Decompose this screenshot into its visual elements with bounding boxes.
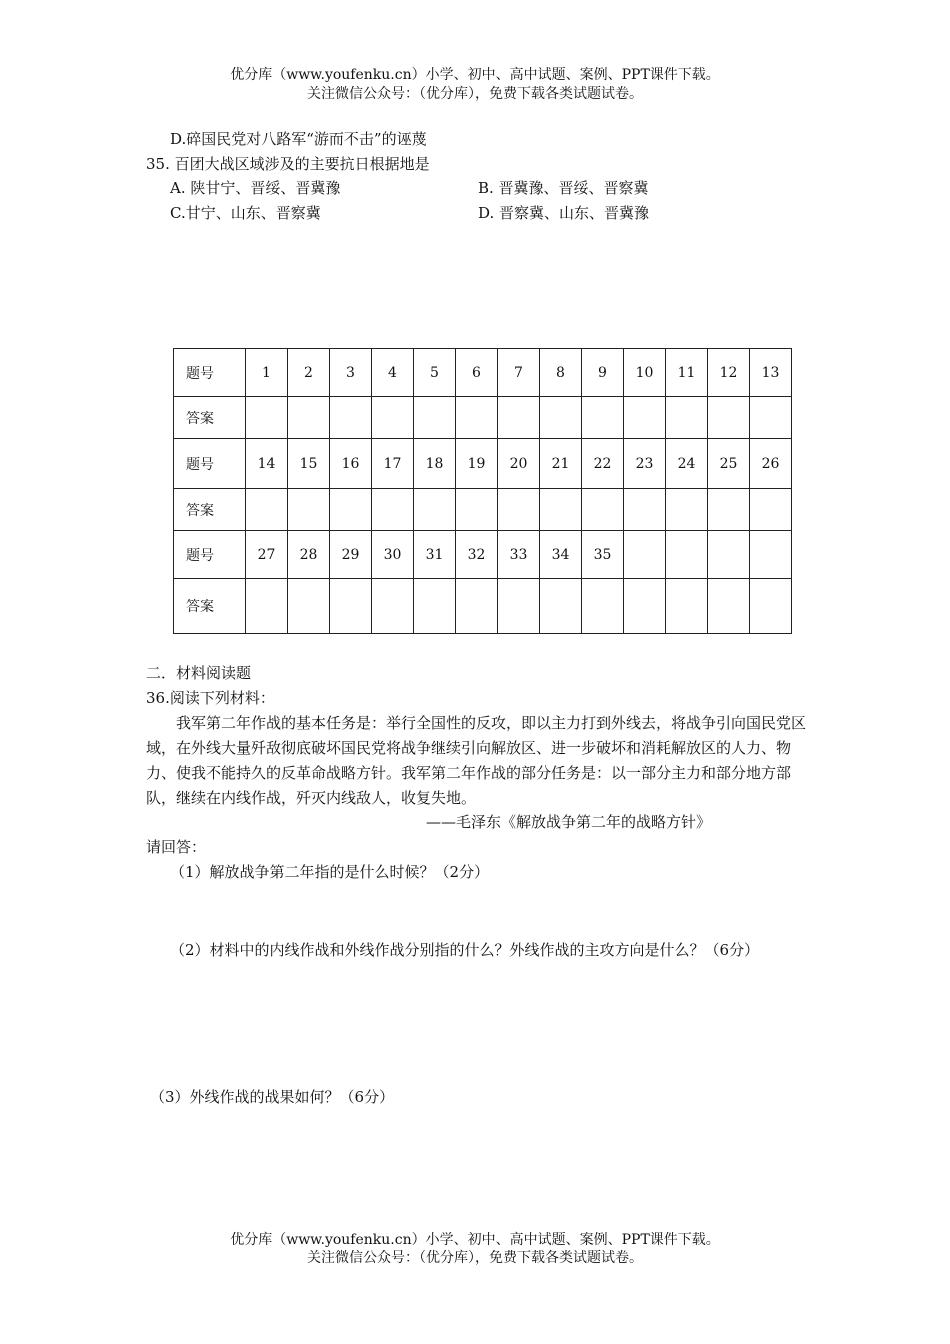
table-cell-number: 4 (372, 349, 414, 397)
table-cell-number: 33 (498, 531, 540, 579)
table-cell-number: 16 (330, 439, 372, 489)
material-source: ——毛泽东《解放战争第二年的战略方针》 (426, 813, 712, 831)
table-cell-number: 27 (246, 531, 288, 579)
answer-cell[interactable] (624, 397, 666, 439)
table-cell-number: 17 (372, 439, 414, 489)
table-cell-label: 题号 (174, 439, 246, 489)
answer-cell[interactable] (456, 489, 498, 531)
footer-line-1: 优分库（www.youfenku.cn）小学、初中、高中试题、案例、PPT课件下载。 (230, 1232, 720, 1248)
table-cell-number: 25 (708, 439, 750, 489)
table-cell-number: 22 (582, 439, 624, 489)
table-cell-number: 5 (414, 349, 456, 397)
table-cell-number: 11 (666, 349, 708, 397)
answer-cell[interactable] (498, 489, 540, 531)
answer-cell[interactable] (624, 579, 666, 634)
answer-prompt: 请回答： (146, 838, 207, 856)
table-row-answer (174, 397, 792, 439)
table-cell-number: 34 (540, 531, 582, 579)
table-cell-number: 6 (456, 349, 498, 397)
table-cell-number: 24 (666, 439, 708, 489)
answer-cell[interactable] (498, 397, 540, 439)
table-cell-number: 7 (498, 349, 540, 397)
table-cell-number: 8 (540, 349, 582, 397)
answer-cell[interactable] (330, 397, 372, 439)
answer-cell[interactable] (414, 397, 456, 439)
answer-cell[interactable] (456, 397, 498, 439)
answer-cell[interactable] (750, 579, 792, 634)
table-cell-number: 35 (582, 531, 624, 579)
answer-cell[interactable] (498, 579, 540, 634)
q36-material: 我军第二年作战的基本任务是：举行全国性的反攻，即以主力打到外线去，将战争引向国民党区域，在外线大量歼敌彻底破坏国民党将战争继续引向解放区、进一步破坏和消耗解放区的人力、物力、使我不能持久的反革命战略方针。我军第二年作战的部分任务是：以一部分主力和部分地方部队，继续在内线作战，歼灭内线敌人，收复失地。 (146, 714, 807, 807)
answer-cell[interactable] (330, 579, 372, 634)
table-cell-number: 9 (582, 349, 624, 397)
answer-cell[interactable] (540, 489, 582, 531)
answer-cell[interactable] (708, 489, 750, 531)
answer-cell[interactable] (540, 579, 582, 634)
answer-cell[interactable] (582, 489, 624, 531)
sub-question-2: （2）材料中的内线作战和外线作战分别指的什么？外线作战的主攻方向是什么？（6分） (170, 941, 760, 959)
answer-cell[interactable] (246, 579, 288, 634)
table-cell-label: 题号 (174, 349, 246, 397)
q34-option-d: D.碎国民党对八路军“游而不击”的诬蔑 (170, 130, 427, 148)
answer-table (173, 348, 792, 634)
q35-stem: 35. 百团大战区域涉及的主要抗日根据地是 (146, 155, 430, 173)
table-cell-label: 答案 (174, 489, 246, 531)
table-cell-number: 29 (330, 531, 372, 579)
answer-cell[interactable] (582, 579, 624, 634)
answer-cell[interactable] (414, 489, 456, 531)
footer-line-2: 关注微信公众号：（优分库），免费下载各类试题试卷。 (307, 1250, 643, 1266)
q36-stem: 36.阅读下列材料： (146, 689, 275, 707)
answer-cell[interactable] (750, 489, 792, 531)
table-row-number (174, 531, 792, 579)
answer-cell[interactable] (666, 397, 708, 439)
table-cell-number: 30 (372, 531, 414, 579)
q35-option-b: B. 晋冀豫、晋绥、晋察冀 (478, 179, 649, 197)
table-cell-number: 10 (624, 349, 666, 397)
table-cell-number (666, 531, 708, 579)
sub-question-3: （3）外线作战的战果如何？（6分） (150, 1088, 395, 1106)
header-line-2: 关注微信公众号：（优分库），免费下载各类试题试卷。 (307, 86, 643, 102)
table-cell-number: 23 (624, 439, 666, 489)
answer-cell[interactable] (288, 397, 330, 439)
answer-cell[interactable] (582, 397, 624, 439)
table-cell-number: 20 (498, 439, 540, 489)
table-cell-number (708, 531, 750, 579)
answer-cell[interactable] (246, 489, 288, 531)
answer-cell[interactable] (414, 579, 456, 634)
answer-cell[interactable] (540, 397, 582, 439)
table-cell-number: 15 (288, 439, 330, 489)
answer-cell[interactable] (330, 489, 372, 531)
q35-option-d: D. 晋察冀、山东、晋冀豫 (478, 204, 650, 222)
table-row-number (174, 439, 792, 489)
table-cell-number: 21 (540, 439, 582, 489)
q35-option-a: A. 陕甘宁、晋绥、晋冀豫 (170, 179, 341, 197)
table-row-number (174, 349, 792, 397)
header-line-1: 优分库（www.youfenku.cn）小学、初中、高中试题、案例、PPT课件下载。 (230, 67, 720, 83)
answer-cell[interactable] (708, 579, 750, 634)
table-cell-number: 31 (414, 531, 456, 579)
table-cell-number: 28 (288, 531, 330, 579)
table-cell-label: 答案 (174, 397, 246, 439)
table-cell-number: 14 (246, 439, 288, 489)
table-cell-number: 32 (456, 531, 498, 579)
answer-cell[interactable] (750, 397, 792, 439)
answer-cell[interactable] (372, 397, 414, 439)
table-cell-number (750, 531, 792, 579)
answer-cell[interactable] (708, 397, 750, 439)
answer-cell[interactable] (246, 397, 288, 439)
table-cell-number (624, 531, 666, 579)
table-cell-number: 12 (708, 349, 750, 397)
section-2-title: 二．材料阅读题 (146, 664, 252, 682)
table-cell-number: 13 (750, 349, 792, 397)
answer-cell[interactable] (372, 489, 414, 531)
table-cell-number: 1 (246, 349, 288, 397)
answer-cell[interactable] (666, 579, 708, 634)
table-cell-number: 26 (750, 439, 792, 489)
table-row-answer (174, 489, 792, 531)
table-cell-number: 2 (288, 349, 330, 397)
answer-cell[interactable] (288, 579, 330, 634)
table-cell-number: 3 (330, 349, 372, 397)
sub-question-1: （1）解放战争第二年指的是什么时候？（2分） (170, 863, 490, 881)
table-cell-label: 题号 (174, 531, 246, 579)
answer-cell[interactable] (666, 489, 708, 531)
table-cell-number: 19 (456, 439, 498, 489)
answer-cell[interactable] (624, 489, 666, 531)
answer-cell[interactable] (288, 489, 330, 531)
table-cell-number: 18 (414, 439, 456, 489)
answer-cell[interactable] (456, 579, 498, 634)
q35-option-c: C.甘宁、山东、晋察冀 (170, 204, 321, 222)
answer-cell[interactable] (372, 579, 414, 634)
table-cell-label: 答案 (174, 579, 246, 634)
table-row-answer (174, 579, 792, 634)
